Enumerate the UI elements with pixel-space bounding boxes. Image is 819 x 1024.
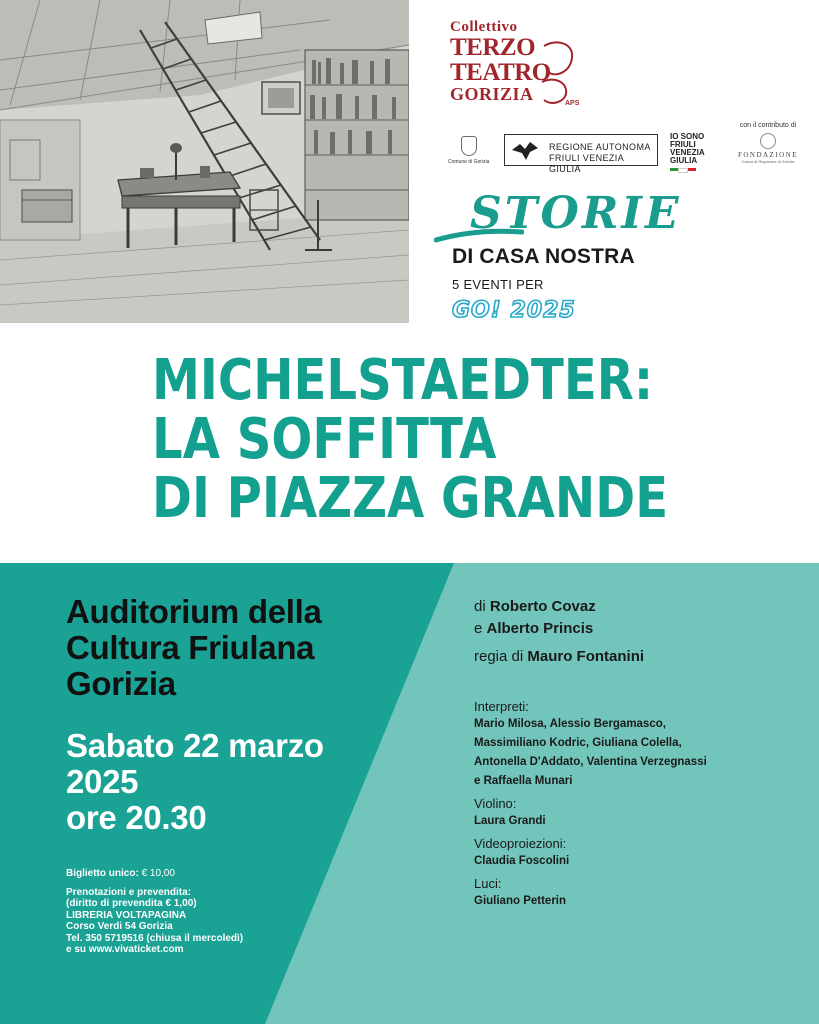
italian-flag-icon bbox=[670, 168, 705, 173]
venue-line1: Auditorium della bbox=[66, 593, 322, 630]
terzo-teatro-logo bbox=[450, 19, 590, 107]
eagle-icon bbox=[510, 140, 540, 162]
title-line1: MICHELSTAEDTER: bbox=[152, 348, 654, 413]
go-2025-logo: GO! 2025 bbox=[452, 298, 576, 323]
regione-line1: REGIONE AUTONOMA bbox=[549, 142, 651, 152]
author-2: Alberto Princis bbox=[486, 620, 594, 637]
interpreti-label: Interpreti: bbox=[474, 699, 529, 714]
author-1: Roberto Covaz bbox=[489, 598, 596, 615]
io-sono-line4: GIULIA bbox=[670, 156, 698, 165]
authors-credits bbox=[474, 596, 804, 668]
ticket-price: € 10,00 bbox=[141, 868, 175, 879]
regia-label: regia di bbox=[474, 648, 524, 665]
cast-credits bbox=[474, 694, 804, 911]
diritto-prevendita: (diritto di prevendita € 1,00) bbox=[66, 898, 197, 909]
io-sono-line3: VENEZIA bbox=[670, 148, 705, 157]
venue-line2: Cultura Friulana bbox=[66, 629, 315, 666]
logo-collettivo: Collettivo bbox=[450, 19, 518, 35]
e-label: e bbox=[474, 620, 483, 637]
director: Mauro Fontanini bbox=[527, 648, 645, 665]
comune-text: Comune di Gorizia bbox=[448, 159, 490, 165]
logo-aps: APS bbox=[565, 100, 580, 107]
prenotazioni-label: Prenotazioni e prevendita: bbox=[66, 886, 192, 898]
io-sono-line2: FRIULI bbox=[670, 140, 696, 149]
time-line: ore 20.30 bbox=[66, 799, 207, 836]
ticket-info bbox=[66, 868, 243, 956]
contributo-text: con il contributo di bbox=[739, 122, 797, 129]
sponsor-logos bbox=[440, 124, 810, 174]
video-label: Videoproiezioni: bbox=[474, 836, 567, 851]
luci-label: Luci: bbox=[474, 876, 502, 891]
interpreti-line3: Antonella D'Addato, Valentina Verzegnassi bbox=[474, 756, 707, 768]
venue bbox=[66, 594, 322, 702]
logo-teatro: TEATRO bbox=[450, 59, 551, 86]
logo-gorizia: GORIZIA bbox=[450, 84, 534, 104]
date-line2: 2025 bbox=[66, 763, 139, 800]
storie-text: STORIE bbox=[470, 188, 682, 239]
di-label: di bbox=[474, 598, 486, 615]
event-title bbox=[152, 348, 720, 531]
video-name: Claudia Foscolini bbox=[474, 855, 570, 867]
interpreti-line1: Mario Milosa, Alessio Bergamasco, bbox=[474, 718, 666, 730]
title-line2: LA SOFFITTA bbox=[152, 407, 497, 472]
libreria-name: LIBRERIA VOLTAPAGINA bbox=[66, 909, 187, 921]
mask-icon bbox=[538, 38, 578, 108]
attic-illustration bbox=[0, 0, 409, 323]
storie-wordmark bbox=[434, 188, 694, 252]
title-line3: DI PIAZZA GRANDE bbox=[152, 466, 669, 531]
libreria-address: Corso Verdi 54 Gorizia bbox=[66, 921, 173, 932]
date-line1: Sabato 22 marzo bbox=[66, 727, 324, 764]
regione-logo bbox=[504, 134, 658, 174]
event-datetime bbox=[66, 728, 324, 836]
series-events: 5 EVENTI PER bbox=[452, 277, 544, 292]
logo-terzo: TERZO bbox=[450, 34, 536, 61]
interpreti-line2: Massimiliano Kodric, Giuliana Colella, bbox=[474, 737, 682, 749]
fondazione-name: FONDAZIONE bbox=[737, 151, 799, 159]
libreria-phone: Tel. 350 5719516 (chiusa il mercoledì) bbox=[66, 932, 244, 944]
venue-line3: Gorizia bbox=[66, 665, 176, 702]
interpreti-line4: e Raffaella Munari bbox=[474, 775, 573, 787]
violino-name: Laura Grandi bbox=[474, 815, 546, 827]
series-subtitle: DI CASA NOSTRA bbox=[452, 245, 635, 268]
ticket-label: Biglietto unico: bbox=[66, 868, 139, 879]
fondazione-sub: Cassa di Risparmio di Gorizia bbox=[741, 159, 795, 164]
io-sono-line1: IO SONO bbox=[670, 132, 705, 141]
luci-name: Giuliano Petterin bbox=[474, 895, 567, 907]
fondazione-emblem-icon bbox=[760, 133, 776, 149]
online-sales: e su www.vivaticket.com bbox=[66, 944, 184, 955]
comune-logo bbox=[448, 136, 489, 165]
attic-sketch bbox=[0, 0, 409, 323]
regione-line2: FRIULI VENEZIA GIULIA bbox=[549, 153, 624, 174]
violino-label: Violino: bbox=[474, 796, 517, 811]
fondazione-logo bbox=[726, 122, 810, 164]
crest-icon bbox=[461, 136, 477, 156]
io-sono-fvg-logo bbox=[670, 133, 705, 173]
